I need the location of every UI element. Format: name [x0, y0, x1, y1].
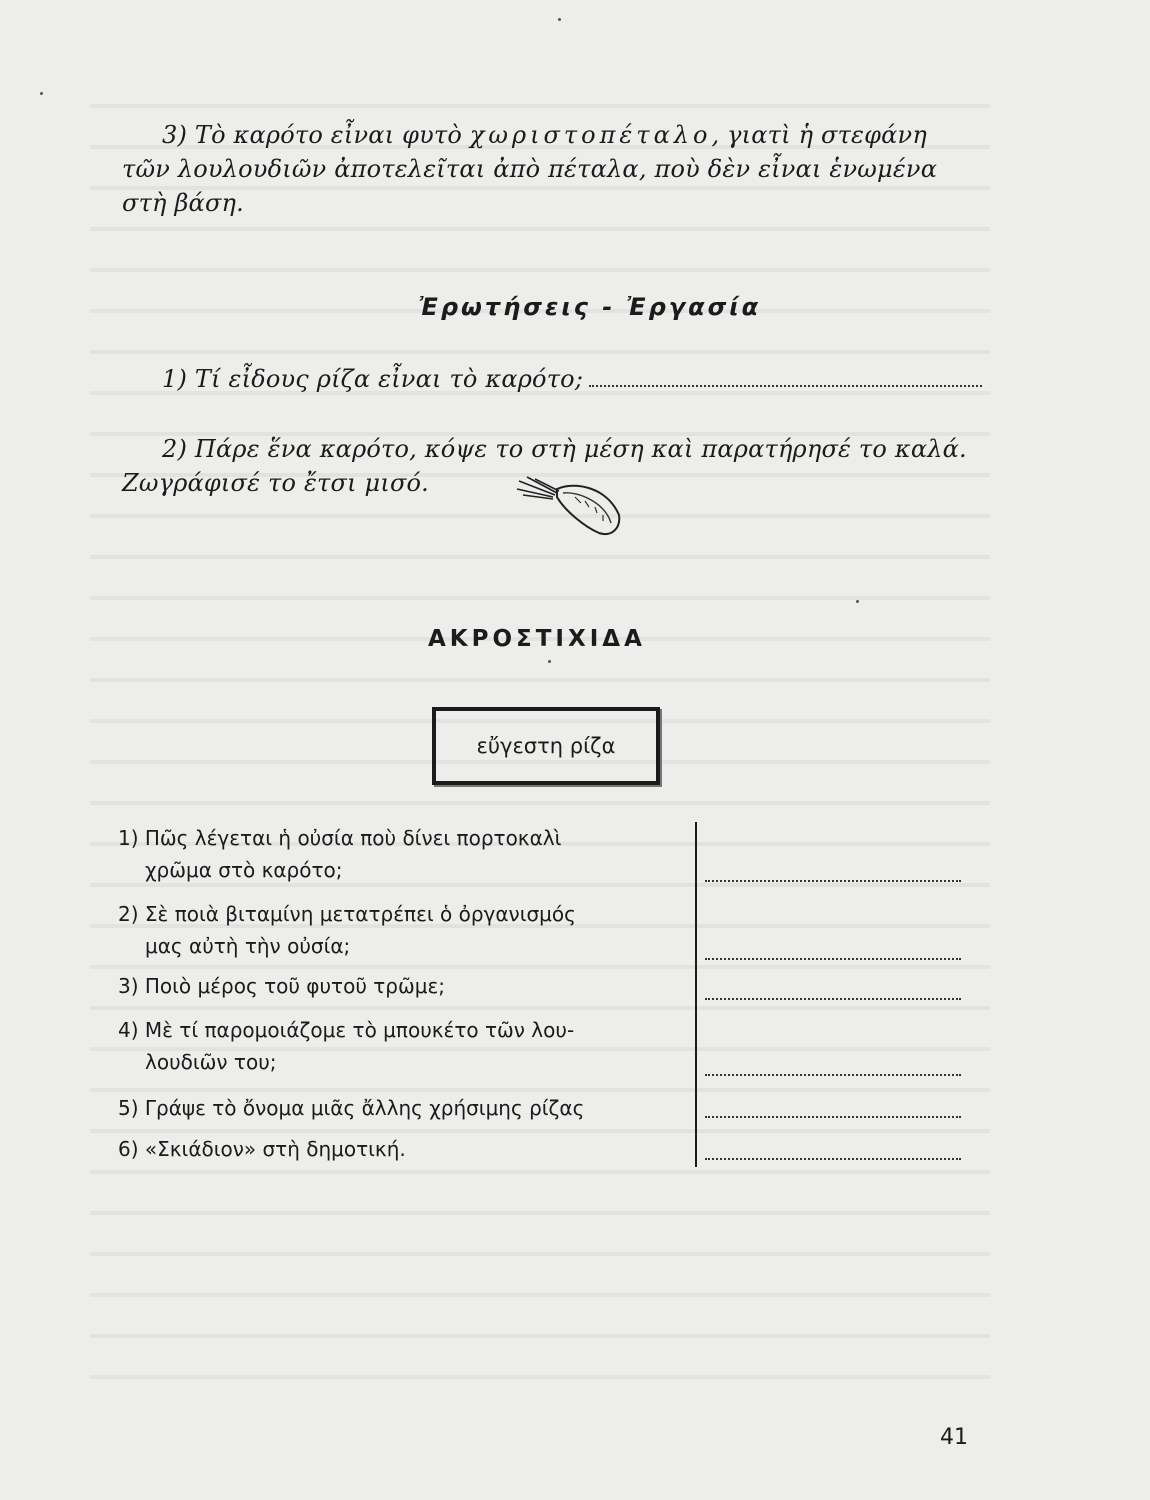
speck [40, 92, 43, 95]
acrostic-item-3-line1: 3) Ποιὸ μέρος τοῦ φυτοῦ τρῶμε; [118, 974, 446, 998]
acrostic-answer-box [432, 707, 660, 785]
acrostic-answer-line-4[interactable] [705, 1074, 961, 1076]
paragraph-3-term: χωριστοπέταλο [469, 121, 712, 149]
acrostic-item-5 [118, 1092, 584, 1124]
acrostic-answer-line-5[interactable] [705, 1116, 961, 1118]
question-1-answer-line[interactable] [589, 367, 982, 387]
acrostic-answer-line-2[interactable] [705, 958, 961, 960]
speck [558, 18, 561, 21]
acrostic-answer-line-6[interactable] [705, 1158, 961, 1160]
paragraph-3 [122, 118, 982, 220]
question-1 [162, 362, 982, 396]
acrostic-item-6 [118, 1133, 406, 1165]
acrostic-item-5-line1: 5) Γράψε τὸ ὄνομα μιᾶς ἄλλης χρήσιμης ρίζας [118, 1096, 585, 1120]
acrostic-item-2-line2: μας αὐτὴ τὴν οὐσία; [145, 934, 351, 958]
acrostic-answer-line-3[interactable] [705, 998, 961, 1000]
acrostic-item-6-line1: 6) «Σκιάδιον» στὴ δημοτική. [118, 1137, 406, 1161]
acrostic-item-4-line2: λουδιῶν του; [145, 1050, 277, 1074]
acrostic-answer-line-1[interactable] [705, 880, 961, 882]
question-1-text: 1) Τί εἶδους ρίζα εἶναι τὸ καρότο; [162, 365, 584, 393]
speck [548, 660, 551, 663]
questions-heading: Ἐρωτήσεις - Ἐργασία [418, 293, 762, 321]
acrostic-item-4-line1: 4) Μὲ τί παρομοιάζομε τὸ μπουκέτο τῶν λου- [118, 1018, 575, 1042]
acrostic-item-2 [118, 898, 576, 962]
question-2: 2) Πάρε ἕνα καρότο, κόψε το στὴ μέση καὶ παρατήρησέ το καλά. Ζωγράφισέ το ἔτσι μισό. [122, 435, 967, 497]
acrostic-item-1-line1: 1) Πῶς λέγεται ἡ οὐσία ποὺ δίνει πορτοκαλὶ [118, 826, 562, 850]
page-number: 41 [940, 1425, 968, 1450]
speck [856, 600, 859, 603]
acrostic-item-3 [118, 970, 445, 1002]
paragraph-3-prefix: 3) Τὸ καρότο εἶναι φυτὸ [162, 121, 470, 149]
acrostic-answer: εὔγεστη ρίζα [476, 734, 616, 758]
acrostic-item-1-line2: χρῶμα στὸ καρότο; [145, 858, 343, 882]
acrostic-item-2-line1: 2) Σὲ ποιὰ βιταμίνη μετατρέπει ὁ ὀργανισμός [118, 902, 576, 926]
paragraph-3-suffix: , γιατὶ ἡ στεφάνη τῶν λουλουδιῶν ἀποτελεῖται ἀπὸ πέταλα, ποὺ δὲν εἶναι ἑνωμένα στὴ βάση. [122, 121, 938, 217]
acrostic-divider [695, 822, 697, 1167]
acrostic-item-1 [118, 822, 561, 886]
acrostic-title: ΑΚΡΟΣΤΙΧΙΔΑ [428, 626, 646, 652]
acrostic-item-4 [118, 1014, 574, 1078]
carrot-half-drawing-icon [515, 475, 625, 545]
